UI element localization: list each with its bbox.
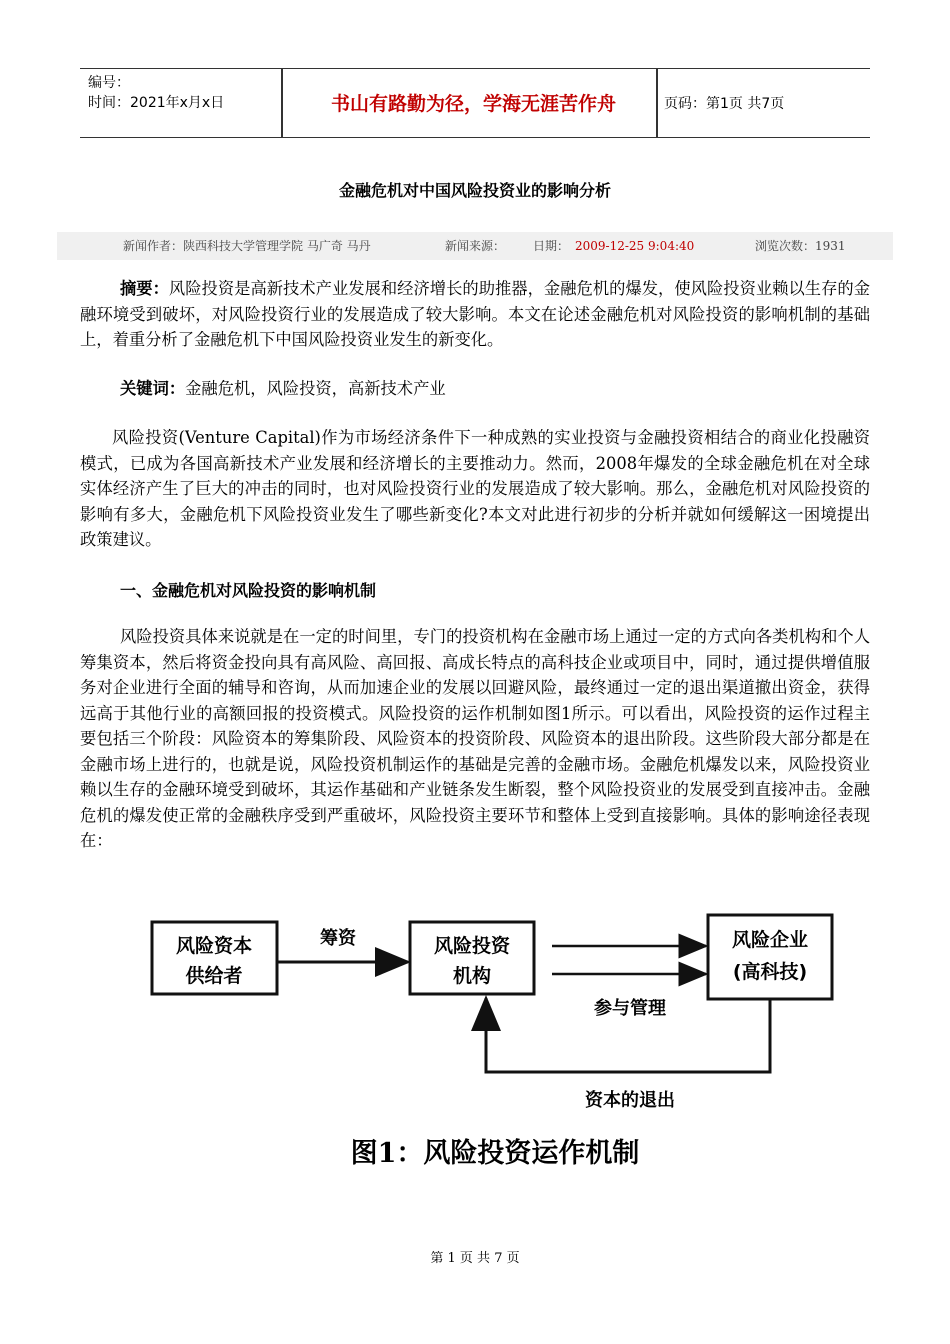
page-label: 页码：第1页 共7页 (664, 96, 785, 112)
header-info (88, 73, 224, 113)
intro-paragraph: 风险投资(Venture Capital)作为市场经济条件下一种成熟的实业投资与金融投资相结合的商业化投融资模式，已成为各国高新技术产业发展和经济增长的主要推动力。然而，2008年爆发的全球金融危机在对全球实体经济产生了巨大的冲击的同时，也对风险投资行业的发展造成了较大影响。那么，金融危机对风险投资的影响有多大，金融危机下风险投资业发生了哪些新变化?本文对此进行初步的分析并就如何缓解这一困境提出政策建议。 (80, 428, 870, 549)
meta-date: 2009-12-25 9:04:40 (575, 239, 695, 253)
article-title: 金融危机对中国风险投资业的影响分析 (338, 181, 611, 200)
enterprise-box (708, 915, 832, 999)
vc-line1: 风险投资 (433, 935, 511, 957)
keywords-label: 关键词： (120, 379, 186, 398)
section-body: 风险投资具体来说就是在一定的时间里，专门的投资机构在金融市场上通过一定的方式向各类机构和个人筹集资本，然后将资金投向具有高风险、高回报、高成长特点的高科技企业或项目中，同时，通过提供增值服务对企业进行全面的辅导和咨询，从而加速企业的发展以回避风险，最终通过一定的退出渠道撤出资金，获得远高于其他行业的高额回报的投资模式。风险投资的运作机制如图1所示。可以看出，风险投资的运作过程主要包括三个阶段：风险资本的筹集阶段、风险资本的投资阶段、风险资本的退出阶段。这些阶段大部分都是在金融市场上进行的，也就是说，风险投资机制运作的基础是完善的金融市场。金融危机爆发以来，风险投资业赖以生存的金融环境受到破坏，其运作基础和产业链条发生断裂，整个风险投资业的发展受到直接冲击。金融危机的爆发使正常的金融秩序受到严重破坏，风险投资主要环节和整体上受到直接影响。具体的影响途径表现在： (80, 627, 870, 850)
keywords-text: 金融危机，风险投资，高新技术产业 (185, 379, 446, 398)
supplier-line2: 供给者 (185, 965, 243, 987)
exit-label: 资本的退出 (585, 1090, 675, 1111)
number-label: 编号： (88, 75, 130, 91)
enterprise-line2: (高科技) (732, 961, 808, 983)
supplier-line1: 风险资本 (175, 935, 253, 957)
keywords (80, 376, 870, 402)
enterprise-line1: 风险企业 (731, 929, 809, 951)
page-footer: 第 1 页 共 7 页 (430, 1251, 520, 1266)
mechanism-diagram (140, 900, 840, 1190)
section-heading: 一、金融危机对风险投资的影响机制 (120, 581, 377, 600)
abstract-label: 摘要： (120, 279, 169, 298)
manage-label: 参与管理 (594, 998, 666, 1019)
meta-date-label: 日期： (533, 239, 570, 253)
motto: 书山有路勤为径，学海无涯苦作舟 (330, 93, 616, 115)
meta-source: 新闻来源： (445, 239, 506, 253)
abstract-text: 风险投资是高新技术产业发展和经济增长的助推器，金融危机的爆发，使风险投资业赖以生存的金融环境受到破坏，对风险投资行业的发展造成了较大影响。本文在论述金融危机对风险投资的影响机制的基础上，着重分析了金融危机下中国风险投资业发生的新变化。 (80, 279, 870, 349)
figure-caption: 图1：风险投资运作机制 (350, 1138, 640, 1169)
abstract (80, 276, 870, 353)
header-table (80, 68, 870, 138)
meta-views: 浏览次数：1931 (755, 239, 846, 253)
article-meta (57, 232, 893, 260)
time-label: 时间：2021年x月x日 (88, 95, 225, 111)
vc-line2: 机构 (452, 965, 492, 987)
header-divider (281, 69, 283, 137)
meta-author: 新闻作者：陕西科技大学管理学院 马广奇 马丹 (123, 239, 371, 253)
raise-label: 筹资 (320, 928, 356, 949)
